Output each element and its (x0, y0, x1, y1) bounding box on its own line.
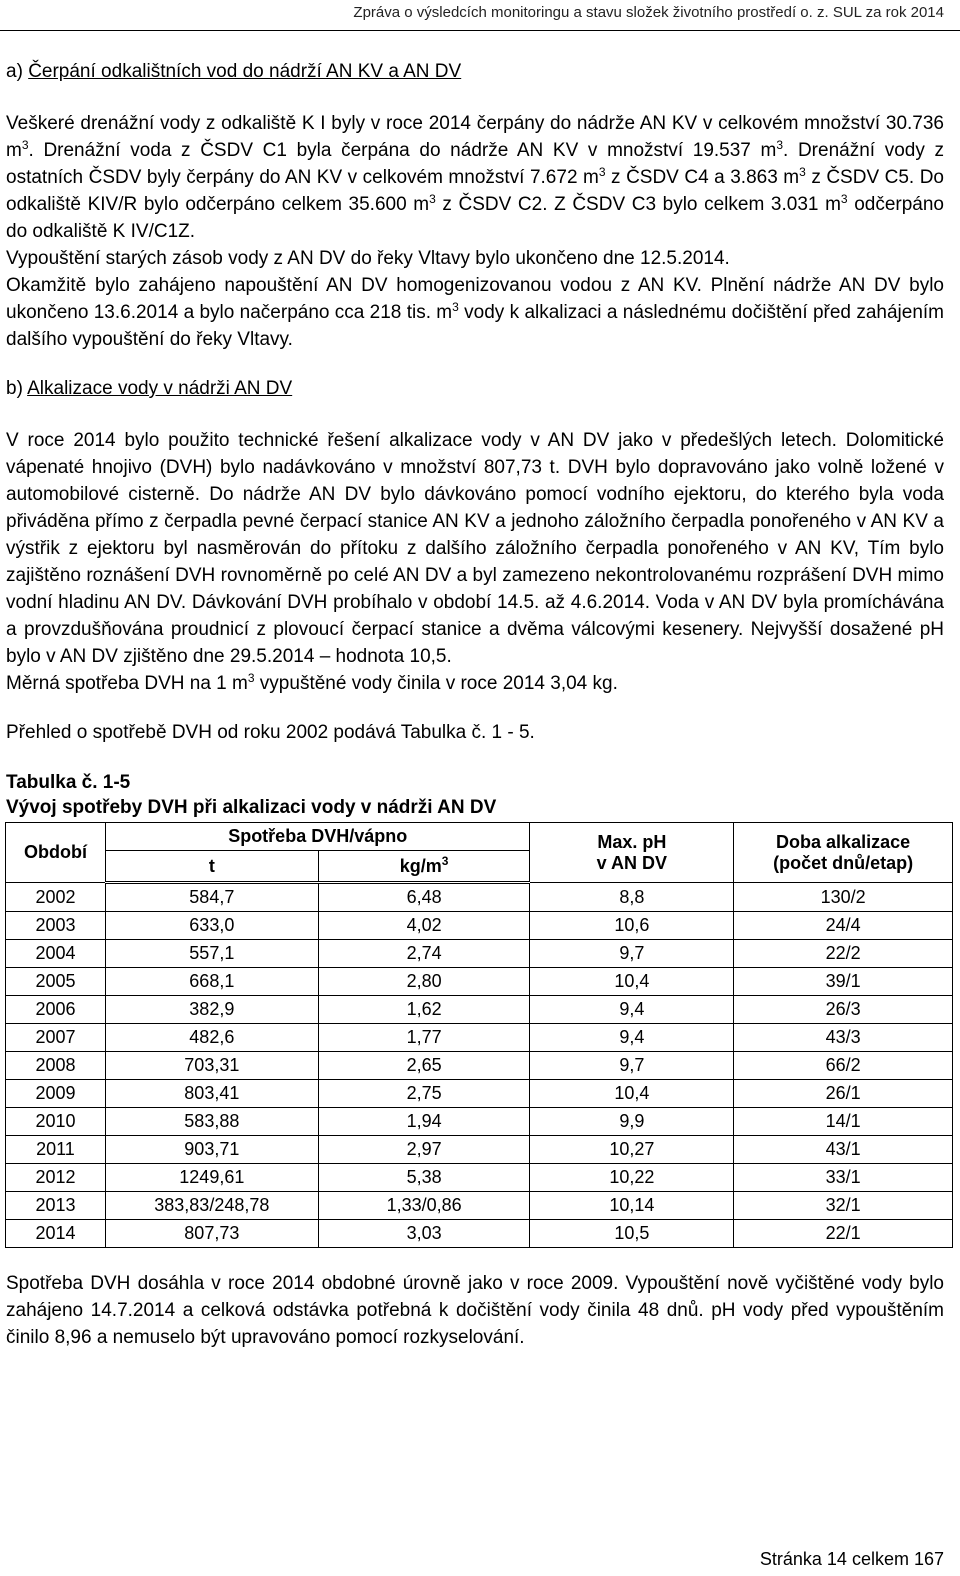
cell-ph: 9,4 (530, 996, 734, 1024)
cell-kg: 1,94 (318, 1108, 530, 1136)
section-a-paragraph-2: Vypouštění starých zásob vody z AN DV do řeky Vltavy bylo ukončeno dne 12.5.2014. (6, 248, 730, 269)
cell-ph: 10,4 (530, 1080, 734, 1108)
cell-kg: 2,80 (318, 968, 530, 996)
cell-ph: 9,4 (530, 1024, 734, 1052)
col-header-t: t (105, 851, 318, 883)
cell-year: 2003 (6, 912, 106, 940)
cell-year: 2008 (6, 1052, 106, 1080)
section-b-paragraph-2 (6, 670, 944, 697)
page-number: Stránka 14 celkem 167 (759, 1549, 944, 1569)
text-run: z ČSDV C2. Z ČSDV C3 bylo celkem 3.031 m (435, 194, 841, 215)
cell-kg: 5,38 (318, 1164, 530, 1192)
table-row (6, 883, 953, 912)
cell-kg: 2,74 (318, 940, 530, 968)
cell-ph: 8,8 (530, 883, 734, 912)
cell-t: 1249,61 (105, 1164, 318, 1192)
cell-t: 482,6 (105, 1024, 318, 1052)
superscript: 3 (441, 853, 449, 868)
cell-kg: 2,97 (318, 1136, 530, 1164)
section-a-title: Čerpání odkalištních vod do nádrží AN KV a AN DV (28, 61, 462, 82)
cell-year: 2007 (6, 1024, 106, 1052)
cell-t: 703,31 (105, 1052, 318, 1080)
cell-year: 2013 (6, 1192, 106, 1220)
table-caption-title: Vývoj spotřeby DVH při alkalizaci vody v nádrži AN DV (6, 797, 497, 818)
dvh-consumption-table (5, 822, 953, 1248)
table-row (6, 968, 953, 996)
text-run: z ČSDV C5. Do odkaliště KIV/R bylo odčerpáno celkem 35.600 m (6, 167, 944, 215)
section-a-paragraph-3 (6, 272, 944, 353)
cell-year: 2002 (6, 883, 106, 912)
text-run: . Drenážní voda z ČSDV C1 byla čerpána do nádrže AN KV v množství 19.537 m (28, 140, 777, 161)
cell-t: 557,1 (105, 940, 318, 968)
cell-t: 583,88 (105, 1108, 318, 1136)
document-body (6, 58, 944, 1351)
cell-days: 26/1 (734, 1080, 953, 1108)
text-run: Okamžitě bylo zahájeno napouštění AN DV homogenizovanou vodou z AN KV. Plnění nádrže AN DV bylo ukončeno 13.6.2014 a bylo načerpáno cca 218 tis. m (6, 275, 944, 323)
superscript: 3 (21, 138, 29, 152)
section-a-heading (6, 58, 944, 86)
col-header-duration (734, 823, 953, 883)
cell-days: 32/1 (734, 1192, 953, 1220)
cell-kg: 2,65 (318, 1052, 530, 1080)
col-header-duration-line1: Doba alkalizace (776, 831, 911, 852)
section-b-prefix: b) (6, 378, 28, 399)
cell-ph: 9,7 (530, 940, 734, 968)
cell-kg: 4,02 (318, 912, 530, 940)
cell-year: 2004 (6, 940, 106, 968)
cell-t: 584,7 (105, 883, 318, 912)
table-row (6, 1052, 953, 1080)
cell-days: 22/1 (734, 1220, 953, 1248)
cell-days: 43/1 (734, 1136, 953, 1164)
text-run: Měrná spotřeba DVH na 1 m (6, 673, 248, 694)
cell-kg: 1,33/0,86 (318, 1192, 530, 1220)
cell-days: 43/3 (734, 1024, 953, 1052)
cell-year: 2014 (6, 1220, 106, 1248)
cell-kg: 1,77 (318, 1024, 530, 1052)
cell-kg: 3,03 (318, 1220, 530, 1248)
section-a-paragraph-1 (6, 110, 944, 245)
table-row (6, 1024, 953, 1052)
table-row (6, 1220, 953, 1248)
superscript: 3 (598, 165, 606, 179)
cell-ph: 10,22 (530, 1164, 734, 1192)
col-header-consumption: Spotřeba DVH/vápno (105, 823, 530, 851)
cell-days: 24/4 (734, 912, 953, 940)
cell-days: 39/1 (734, 968, 953, 996)
section-a-prefix: a) (6, 61, 29, 82)
cell-year: 2005 (6, 968, 106, 996)
cell-kg: 6,48 (318, 883, 530, 912)
text-run: . Drenážní vody z ostatních ČSDV byly čerpány do AN KV v celkovém množství 7.672 m (6, 140, 944, 188)
cell-t: 633,0 (105, 912, 318, 940)
cell-t: 383,83/248,78 (105, 1192, 318, 1220)
section-b-paragraph-1: V roce 2014 bylo použito technické řešení alkalizace vody v AN DV jako v předešlých letech. Dolomitické vápenaté hnojivo (DVH) bylo nadávkováno v množství 807,73 t. DVH bylo dopravováno jako volně ložené v automobilové cisterně. Do nádrže AN DV bylo dávkováno pomocí vodního ejektoru, do kterého byla voda přiváděna přímo z čerpadla pevné čerpací stanice AN KV a jednoho záložního čerpadla ponořeného v AN KV a výstřik z ejektoru byl nasměrován do přítoku z dalšího záložního čerpadla ponořeného v AN KV, Tím bylo zajištěno roznášení DVH rovnoměrně po celé AN DV a byl zamezeno nekontrolovanému rozprášení DVH mimo vodní hladinu AN DV. Dávkování DVH probíhalo v období 14.5. až 4.6.2014. Voda v AN DV byla promíchávána a provzdušňována proudnicí z plovoucí čerpací stanice a dvěma válcovými kesenery. Nejvyšší dosažené pH bylo v AN DV zjištěno dne 29.5.2014 – hodnota 10,5. (6, 430, 944, 667)
cell-kg: 2,75 (318, 1080, 530, 1108)
section-b-title: Alkalizace vody v nádrži AN DV (27, 378, 293, 399)
superscript: 3 (247, 671, 255, 685)
cell-t: 903,71 (105, 1136, 318, 1164)
cell-t: 382,9 (105, 996, 318, 1024)
cell-year: 2012 (6, 1164, 106, 1192)
superscript: 3 (776, 138, 784, 152)
text-run: z ČSDV C4 a 3.863 m (605, 167, 800, 188)
table-row (6, 1136, 953, 1164)
header-rule (0, 30, 960, 31)
superscript: 3 (452, 300, 459, 314)
cell-t: 807,73 (105, 1220, 318, 1248)
cell-t: 803,41 (105, 1080, 318, 1108)
cell-year: 2009 (6, 1080, 106, 1108)
table-row (6, 1108, 953, 1136)
superscript: 3 (840, 192, 848, 206)
cell-days: 66/2 (734, 1052, 953, 1080)
cell-ph: 10,6 (530, 912, 734, 940)
superscript: 3 (429, 192, 436, 206)
cell-days: 130/2 (734, 883, 953, 912)
cell-ph: 9,9 (530, 1108, 734, 1136)
cell-ph: 10,5 (530, 1220, 734, 1248)
table-row (6, 912, 953, 940)
running-header: Zpráva o výsledcích monitoringu a stavu složek životního prostředí o. z. SUL za rok 2014 (353, 4, 944, 21)
cell-ph: 9,7 (530, 1052, 734, 1080)
section-b-heading (6, 375, 944, 403)
col-header-max-ph (530, 823, 734, 883)
col-header-kg-per-m3 (318, 851, 530, 883)
col-header-max-ph-line1: Max. pH (597, 831, 667, 852)
cell-days: 26/3 (734, 996, 953, 1024)
table-row (6, 1164, 953, 1192)
table-row (6, 1080, 953, 1108)
text-run: vypuštěné vody činila v roce 2014 3,04 kg. (254, 673, 618, 694)
cell-year: 2010 (6, 1108, 106, 1136)
section-b-paragraph-3: Přehled o spotřebě DVH od roku 2002 podává Tabulka č. 1 - 5. (6, 722, 535, 743)
table-row (6, 1192, 953, 1220)
cell-days: 14/1 (734, 1108, 953, 1136)
col-header-duration-line2: (počet dnů/etap) (773, 852, 914, 873)
col-header-period: Období (6, 823, 106, 883)
cell-days: 22/2 (734, 940, 953, 968)
cell-kg: 1,62 (318, 996, 530, 1024)
cell-ph: 10,27 (530, 1136, 734, 1164)
cell-year: 2006 (6, 996, 106, 1024)
cell-year: 2011 (6, 1136, 106, 1164)
cell-days: 33/1 (734, 1164, 953, 1192)
table-caption-number: Tabulka č. 1-5 (6, 772, 131, 793)
closing-paragraph: Spotřeba DVH dosáhla v roce 2014 obdobné úrovně jako v roce 2009. Vypouštění nově vyčištěné vody bylo zahájeno 14.7.2014 a celková odstávka potřebná k dočištění vody činila 48 dnů. pH vody před vypouštěním činilo 8,96 a nemuselo být upravováno pomocí rozkyselování. (6, 1273, 944, 1348)
cell-ph: 10,14 (530, 1192, 734, 1220)
superscript: 3 (799, 165, 806, 179)
cell-ph: 10,4 (530, 968, 734, 996)
text-run: odčerpáno do odkaliště K IV/C1Z. (6, 194, 944, 242)
text-run: vody k alkalizaci a následnému dočištění před zahájením dalšího vypouštění do řeky Vltavy. (6, 302, 944, 350)
cell-t: 668,1 (105, 968, 318, 996)
col-header-max-ph-line2: v AN DV (596, 852, 668, 873)
text-run: kg/m (399, 855, 442, 876)
table-row (6, 996, 953, 1024)
text-run: Veškeré drenážní vody z odkaliště K I byly v roce 2014 čerpány do nádrže AN KV v celkovém množství 30.736 m (6, 113, 944, 161)
table-row (6, 940, 953, 968)
